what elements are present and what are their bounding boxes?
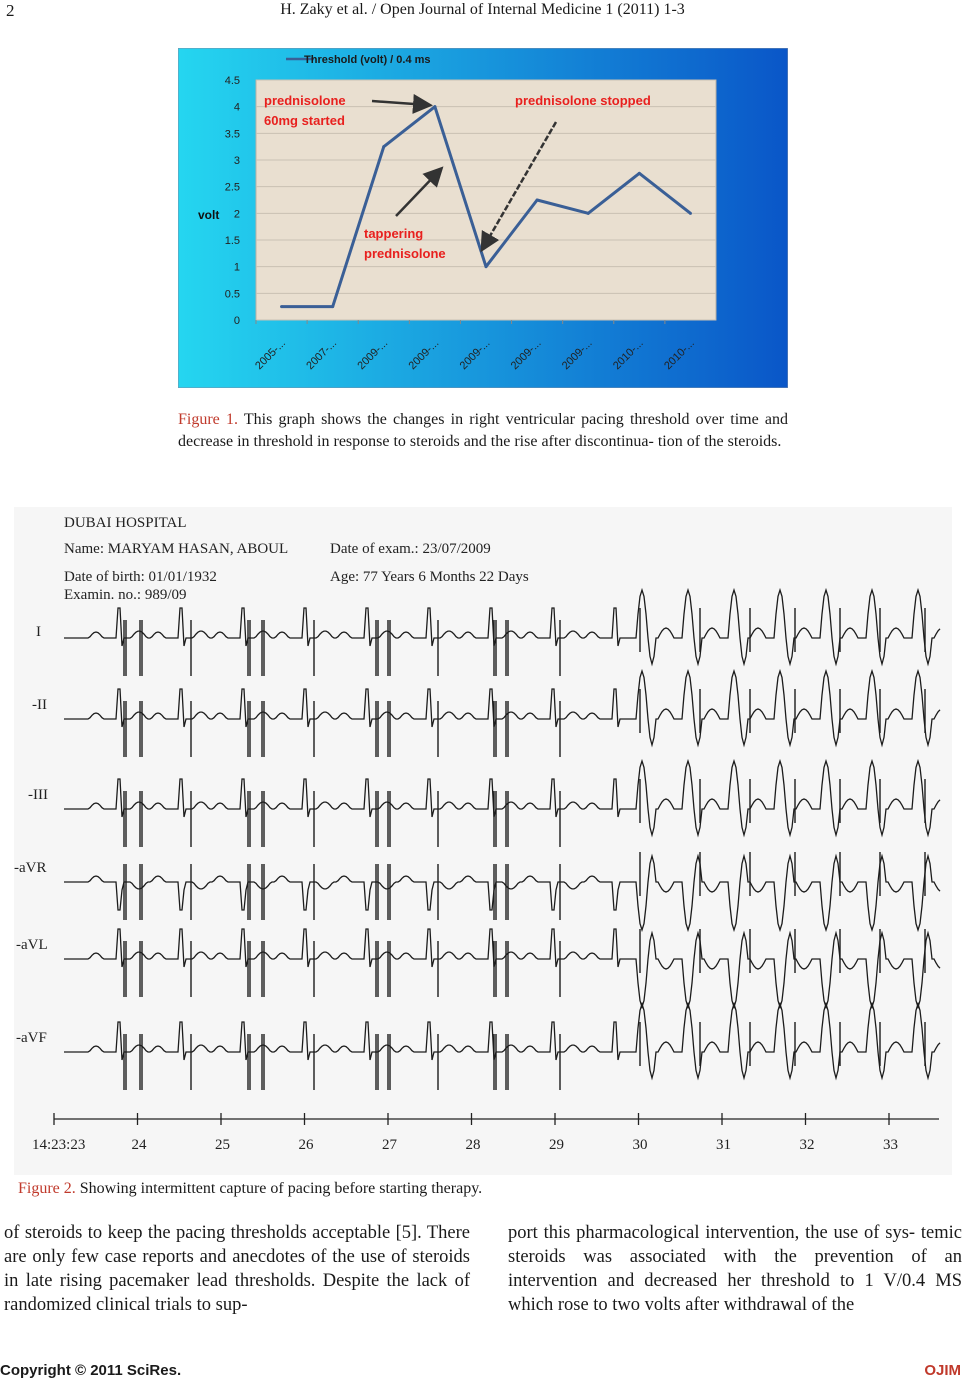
x-tick-label: 2009-...	[559, 337, 595, 373]
time-label: 32	[799, 1137, 815, 1153]
data-point	[331, 305, 334, 308]
time-label: 31	[716, 1137, 731, 1153]
data-point	[485, 265, 488, 268]
time-label: 26	[298, 1137, 314, 1153]
annotation-60mg-started: 60mg started	[264, 113, 345, 128]
x-tick-label: 2009-...	[355, 337, 391, 373]
time-label: 30	[632, 1137, 648, 1153]
y-tick-label: 3.5	[224, 128, 240, 141]
x-tick-label: 2009-...	[508, 337, 544, 373]
journal-abbrev: OJIM	[924, 1362, 961, 1379]
lead-label: -aVR	[14, 860, 47, 876]
x-tick-label: 2005-...	[253, 337, 289, 373]
annotation-tappering: tappering	[364, 226, 424, 241]
threshold-line-chart	[178, 48, 788, 388]
time-label: 24	[131, 1137, 147, 1153]
y-tick-label: 3	[233, 155, 240, 167]
time-label: 28	[465, 1137, 481, 1153]
data-point	[638, 172, 641, 175]
data-point	[433, 105, 436, 108]
y-tick-label: 0.5	[224, 288, 240, 301]
exam-number: Examin. no.: 989/09	[64, 587, 187, 603]
body-column-left: of steroids to keep the pacing thresholds acceptable [5]. There are only few case reports and anecdotes of the use of steroids in late rising pacemaker lead thresholds. Despite the lack of randomized clinical trials to sup-	[4, 1223, 470, 1315]
data-point	[689, 212, 692, 215]
x-tick-label: 2010-...	[662, 337, 697, 373]
patient-name: Name: MARYAM HASAN, ABOUL	[64, 541, 289, 557]
time-label: 14:23:23	[32, 1137, 86, 1153]
figure-2-ecg	[14, 507, 952, 1175]
annotation-prednisolone: prednisolone	[264, 93, 346, 108]
figure-1-caption	[178, 409, 788, 453]
lead-label: -aVF	[16, 1030, 47, 1046]
exam-date: Date of exam.: 23/07/2009	[330, 541, 491, 557]
figure-2-label: Figure 2.	[18, 1180, 76, 1197]
hospital-name: DUBAI HOSPITAL	[64, 515, 187, 531]
copyright-notice: Copyright © 2011 SciRes.	[0, 1362, 182, 1379]
figure-1-label: Figure 1.	[178, 411, 238, 428]
x-tick-label: 2009-...	[457, 337, 493, 373]
patient-age: Age: 77 Years 6 Months 22 Days	[330, 569, 529, 585]
x-tick-label: 2010-...	[610, 337, 646, 373]
lead-label: -III	[28, 787, 48, 803]
y-tick-label: 4	[233, 101, 240, 114]
birth-date: Date of birth: 01/01/1932	[64, 569, 217, 585]
y-tick-label: 4.5	[224, 75, 240, 87]
annotation-prednisolone-2: prednisolone	[364, 246, 446, 261]
y-axis-label: volt	[198, 208, 220, 222]
running-title: H. Zaky et al. / Open Journal of Internal Medicine 1 (2011) 1-3	[280, 1, 685, 18]
y-tick-label: 1.5	[224, 235, 240, 247]
data-point	[382, 145, 385, 148]
ecg-background	[14, 507, 952, 1175]
time-label: 29	[549, 1137, 564, 1153]
time-label: 27	[382, 1137, 397, 1153]
time-label: 33	[883, 1137, 898, 1153]
legend-label: Threshold (volt) / 0.4 ms	[304, 54, 431, 66]
lead-label: I	[36, 624, 41, 640]
data-point	[536, 199, 539, 202]
figure-2-caption	[18, 1178, 948, 1200]
x-tick-label: 2009-...	[406, 337, 442, 373]
time-label: 25	[215, 1137, 230, 1153]
data-point	[280, 305, 283, 308]
figure-1-chart	[178, 48, 788, 388]
lead-label: -II	[32, 697, 47, 713]
y-tick-label: 0	[233, 315, 240, 327]
y-tick-label: 2.5	[224, 181, 240, 194]
figure-1-caption-text: This graph shows the changes in right ventricular pacing threshold over time and decrease in threshold in response to steroids and the rise after discontinua- tion of the steroids.	[178, 411, 788, 450]
lead-label: -aVL	[16, 937, 48, 953]
annotation-prednisolone-stopped: prednisolone stopped	[515, 93, 651, 108]
figure-2-caption-text: Showing intermittent capture of pacing before starting therapy.	[79, 1180, 483, 1197]
y-tick-label: 1	[233, 261, 240, 274]
page-number: 2	[6, 1, 15, 20]
body-column-right: port this pharmacological intervention, the use of sys- temic steroids was associated with the prevention of an intervention and decreased her threshold to 1 V/0.4 MS which rose to two volts after withdrawal of the	[508, 1223, 962, 1315]
ecg-strip	[14, 507, 952, 1175]
data-point	[587, 212, 590, 215]
x-tick-label: 2007-...	[304, 337, 340, 373]
y-tick-label: 2	[233, 208, 240, 221]
